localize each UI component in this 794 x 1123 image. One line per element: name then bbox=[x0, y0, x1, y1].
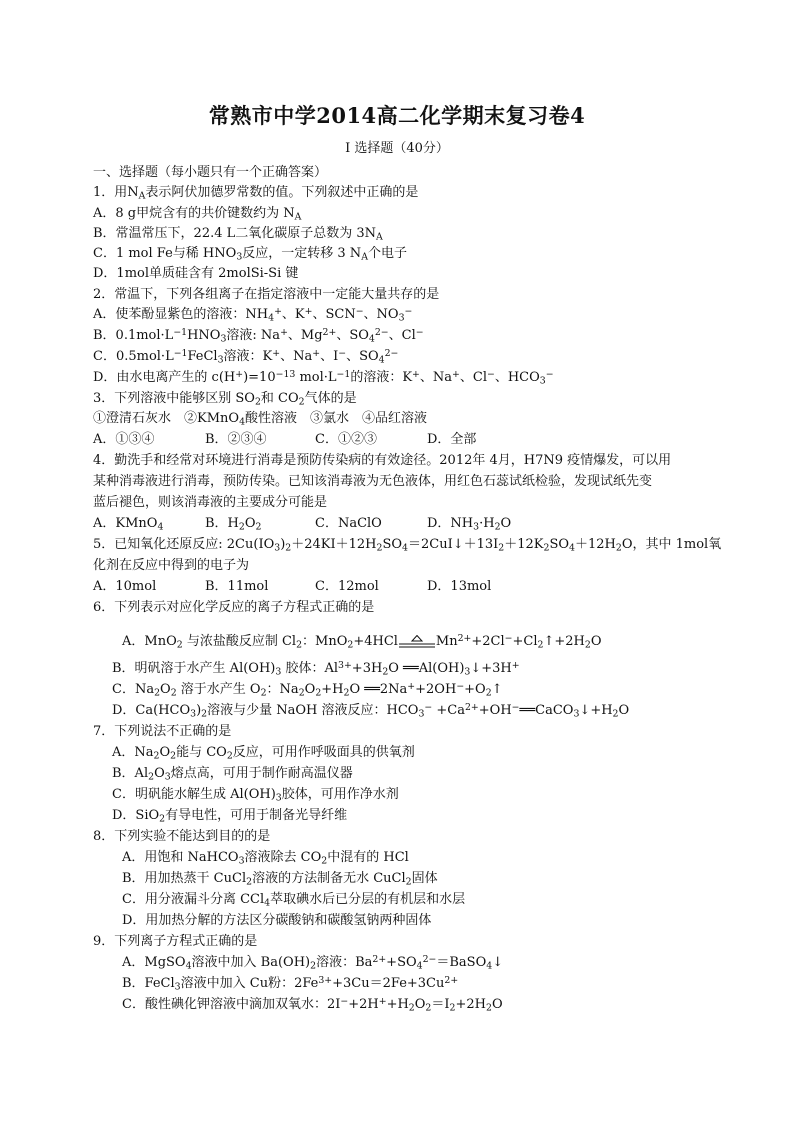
question-5-stem-line-2: 化剂在反应中得到的电子为 bbox=[93, 558, 250, 573]
question-1-stem: 1．用$N_A$表示阿伏加德罗常数的值。下列叙述中正确的是 bbox=[93, 185, 419, 202]
question-1-option-b: B．常温常压下，22.4 L二氧化碳原子总数为 $3N_A$ bbox=[93, 226, 383, 243]
question-8-option-a: A．用饱和 NaHCO$_3$溶液除去 $CO_2$中混有的 HCl bbox=[122, 850, 409, 867]
question-1-option-c: C．1 mol Fe与稀 $HNO_3$反应，一定转移 3 $N_A$个电子 bbox=[93, 246, 407, 263]
question-2-option-c: C．$0.5mol\cdot L^{-1}FeCl_3$溶液：K+、Na+、I−、$SO_4^{2-}$ bbox=[93, 347, 399, 366]
question-6-option-d: D．$Ca(HCO_3)_2$溶液与少量 NaOH 溶液反应：$HCO_3^-$ $+Ca^{2+}+OH^-══CaCO_3↓+H_2O$ bbox=[112, 701, 630, 720]
question-4-stem-line-3: 蓝后褪色，则该消毒液的主要成分可能是 bbox=[93, 495, 328, 510]
question-4-option-c: C．NaClO bbox=[315, 516, 382, 531]
question-6-option-a: A．MnO$_2$ 与浓盐酸反应制 $Cl_2$：MnO$_2$+4HCl $Mn^{2+}+2Cl^-+Cl_2↑+2H_2O$ bbox=[122, 632, 602, 651]
question-2-stem: 2．常温下，下列各组离子在指定溶液中一定能大量共存的是 bbox=[93, 287, 440, 302]
question-7-option-c: C．明矾能水解生成 $Al(OH)_3$胶体，可用作净水剂 bbox=[112, 787, 399, 804]
question-6-option-c: C．$Na_2O_2$ 溶于水产生 $O_2$：$Na_2O_2+H_2O$ $══2Na^++2OH^-+O_2↑$ bbox=[112, 680, 503, 699]
question-3-reagents: ①澄清石灰水 ②KMnO$_4$酸性溶液 ③氯水 ④品红溶液 bbox=[93, 411, 428, 428]
question-5-option-b: B．11mol bbox=[205, 579, 269, 594]
question-9-option-b: B．FeCl$_3$溶液中加入 Cu粉：$2Fe^{3+}+3Cu=2Fe+3Cu^{2+}$ bbox=[122, 974, 459, 993]
question-1-option-d: D．1mol单质硅含有 2molSi-Si 键 bbox=[93, 266, 299, 281]
question-3-option-b: B．②③④ bbox=[205, 432, 267, 447]
section-heading: 一、选择题（每小题只有一个正确答案） bbox=[93, 165, 328, 180]
question-5-option-a: A．10mol bbox=[93, 579, 157, 594]
question-8-option-b: B．用加热蒸干 CuCl$_2$溶液的方法制备无水 CuCl$_2$固体 bbox=[122, 871, 438, 888]
question-3-options bbox=[93, 432, 476, 448]
question-7-option-a: A．$Na_2O_2$能与 $CO_2$反应，可用作呼吸面具的供氧剂 bbox=[112, 745, 415, 762]
question-4-option-b: B．$H_2O_2$ bbox=[205, 516, 262, 533]
question-6-option-b: B．明矾溶于水产生 $Al(OH)_3$ 胶体：$Al^{3+}+3H_2O$ $══Al(OH)_3↓+3H^+$ bbox=[112, 659, 520, 678]
question-5-option-d: D．13mol bbox=[427, 579, 492, 594]
question-4-options bbox=[93, 516, 511, 532]
question-7-stem: 7．下列说法不正确的是 bbox=[93, 724, 232, 739]
section-subtitle: I 选择题（40分） bbox=[345, 141, 449, 156]
question-8-stem: 8．下列实验不能达到目的的是 bbox=[93, 829, 271, 844]
question-3-option-c: C．①②③ bbox=[315, 432, 377, 447]
question-8-option-c: C．用分液漏斗分离 CCl$_4$萃取碘水后已分层的有机层和水层 bbox=[122, 892, 466, 909]
question-2-option-b: B．$0.1mol\cdot L^{-1}HNO_3$溶液: Na+、$Mg^{2+}$、$SO_4^{2-}$、Cl− bbox=[93, 326, 424, 345]
question-9-option-c: C．酸性碘化钾溶液中滴加双氧水：$2I^-+2H^++H_2O_2=I_2+2H_2O$ bbox=[122, 995, 503, 1014]
heat-reaction-arrow-icon bbox=[398, 635, 436, 649]
question-4-stem-line-2: 某种消毒液进行消毒，预防传染。已知该消毒液为无色液体，用红色石蕊试纸检验，发现试纸先变 bbox=[93, 474, 653, 489]
question-1-option-a: A．8 g甲烷含有的共价键数约为 $N_A$ bbox=[93, 206, 302, 223]
question-3-stem: 3．下列溶液中能够区别 $SO_2$和 $CO_2$气体的是 bbox=[93, 391, 357, 408]
page-title: 常熟市中学2014高二化学期末复习卷4 bbox=[208, 103, 586, 128]
question-9-option-a: A．MgSO$_4$溶液中加入 $Ba(OH)_2$溶液：$Ba^{2+}+SO_4^{2-}=BaSO_4↓$ bbox=[122, 953, 504, 972]
question-4-option-d: D．$NH_3\cdot H_2O$ bbox=[427, 516, 512, 533]
question-2-option-a: A．使苯酚显紫色的溶液：$NH_4^+$、K+、SCN−、$NO_3^-$ bbox=[93, 305, 413, 324]
question-6-stem: 6．下列表示对应化学反应的离子方程式正确的是 bbox=[93, 600, 375, 615]
question-2-option-d: D．由水电离产生的 $c(H^+)=10^{-13}$ $mol\cdot L^{-1}$的溶液：K+、Na+、Cl−、$HCO_3^-$ bbox=[93, 368, 554, 387]
question-9-stem: 9．下列离子方程式正确的是 bbox=[93, 934, 258, 949]
question-3-option-d: D．全部 bbox=[427, 432, 477, 447]
question-3-option-a: A．①③④ bbox=[93, 432, 155, 447]
question-5-options bbox=[93, 579, 491, 595]
question-7-option-b: B．$Al_2O_3$熔点高，可用于制作耐高温仪器 bbox=[112, 766, 353, 783]
question-4-option-a: A．KMnO$_4$ bbox=[93, 516, 164, 533]
question-4-stem-line-1: 4．勤洗手和经常对环境进行消毒是预防传染病的有效途径。2012年 4月，H7N9 疫情爆发，可以用 bbox=[93, 453, 672, 468]
question-5-stem-line-1: 5．已知氧化还原反应: $2Cu(IO_3)_2+24KI+12H_2SO_4=2CuI↓+13I_2+12K_2SO_4+12H_2O$，其中 1mol氧 bbox=[93, 537, 722, 554]
question-5-option-c: C．12mol bbox=[315, 579, 379, 594]
question-8-option-d: D．用加热分解的方法区分碳酸钠和碳酸氢钠两种固体 bbox=[122, 913, 432, 928]
question-7-option-d: D．SiO$_2$有导电性，可用于制备光导纤维 bbox=[112, 808, 348, 825]
